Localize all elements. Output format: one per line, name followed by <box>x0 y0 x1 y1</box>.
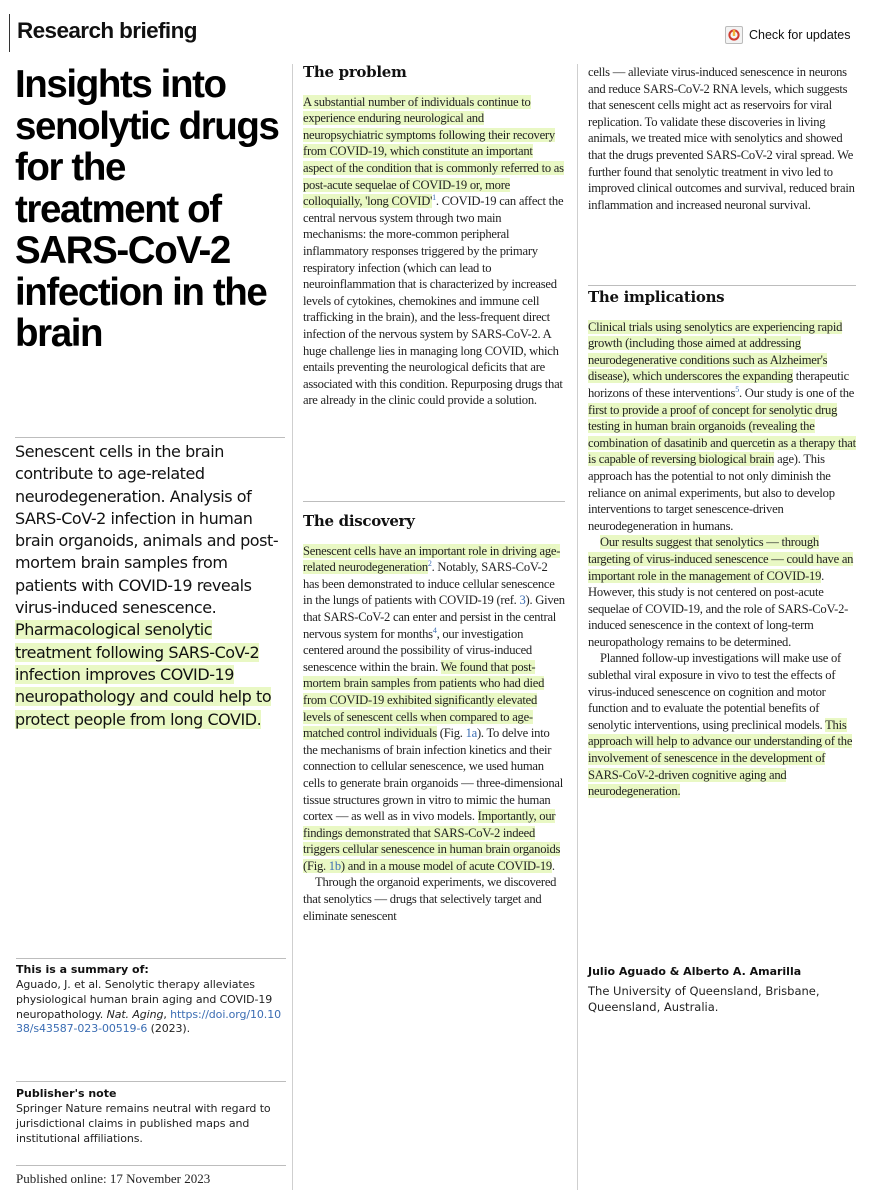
ref-1[interactable]: 1 <box>432 192 436 202</box>
implications-highlight-3: Our results suggest that senolytics — through targeting of virus-induced senescence — could have an important role in the management of COVID-19 <box>588 535 854 583</box>
implications-heading: The implications <box>588 288 725 306</box>
discovery-highlight-2: We found that post-mortem brain samples from patients who had died from COVID-19 exhibited significantly elevated levels of senescent cells when compared to age-matched control individuals <box>303 659 545 741</box>
summary-block <box>16 963 286 1037</box>
implications-paragraph-2 <box>588 534 858 650</box>
citation-year: (2023). <box>147 1022 191 1036</box>
author-names: Julio Aguado & Alberto A. Amarilla <box>588 965 802 978</box>
check-updates-icon <box>725 26 743 44</box>
implications-highlight-2: first to provide a proof of concept for senolytic drug testing in human brain organoids (revealing the combination of dasatinib and quercetin as a therapy that is capable of reversing biological brain <box>588 402 856 467</box>
implications-section <box>588 289 858 800</box>
journal-name: Nat. Aging <box>106 1007 164 1021</box>
summary-divider <box>16 958 286 959</box>
author-block <box>588 965 848 1015</box>
title-divider <box>15 437 285 438</box>
implications-paragraph-3 <box>588 650 858 799</box>
discovery-highlight-4: ) and in a mouse model of acute COVID-19 <box>340 858 552 873</box>
problem-text: . COVID-19 can affect the central nervous system through two main mechanisms: the more-common peripheral inflammatory responses triggered by the primary respiratory infection (which can lead to neuroinflammation that is characterized by increased levels of cytokines, chemokines and immune cell trafficking in the brain), and the less-frequent direct infection of the nervous system by SARS-CoV-2. A huge challenge lies in managing long COVID, which entails preventing the neurological deficits that are associated with this condition. Repurposing drugs that are already in the clinic could provide a solution. <box>303 194 564 408</box>
implications-highlight-4: This approach will help to advance our understanding of the involvement of senescence in the development of SARS-CoV-2-driven cognitive aging and neurodegeneration. <box>588 717 853 799</box>
citation-text: Aguado, J. et al. Senolytic therapy alleviates physiological human brain aging and COVID-19 neuropathology. <box>16 978 273 1021</box>
standfirst-highlight: Pharmacological senolytic treatment following SARS-CoV-2 infection improves COVID-19 neuropathology and could help to protect people from long COVID. <box>15 620 272 729</box>
ref-4[interactable]: 4 <box>432 625 437 635</box>
citation-comma: , <box>163 1007 171 1021</box>
discovery-paragraph-2: Through the organoid experiments, we discovered that senolytics — drugs that selectively target and eliminate senescent <box>303 875 557 923</box>
ref-2[interactable]: 2 <box>427 559 432 568</box>
problem-paragraph <box>303 94 565 409</box>
implications-paragraph-1 <box>588 319 858 535</box>
implications-divider <box>588 285 856 286</box>
published-date: Published online: 17 November 2023 <box>16 1171 211 1186</box>
implications-highlight-1: Clinical trials using senolytics are experiencing rapid growth (including those aimed at addressing neurodegenerative conditions such as Alzheimer's disease), which underscores the expanding <box>588 319 843 384</box>
publisher-heading: Publisher's note <box>16 1087 117 1100</box>
column-divider-2 <box>577 64 578 1190</box>
fig-1b-link[interactable]: 1b <box>328 858 341 873</box>
implications-text-3: age). This approach has the potential to not only diminish the reliance on animal experiments, but also to develop interventions to target senescence-driven neurodegeneration in humans. <box>588 452 835 533</box>
discovery-text-5: ). To delve into the mechanisms of brain infection kinetics and their connection to cellular senescence, we used human cells to generate brain organoids — three-dimensional tissue structures grown in vitro to mimic the human cortex — as well as in vivo models. <box>303 726 563 824</box>
discovery-text-1: . Notably, SARS-CoV-2 has been demonstrated to induce cellular senescence in the lungs of patients with COVID-19 (ref. <box>303 560 555 608</box>
discovery-continuation <box>588 64 858 213</box>
check-updates-button[interactable] <box>725 26 850 44</box>
problem-section <box>303 64 565 409</box>
problem-heading: The problem <box>303 63 407 81</box>
standfirst <box>15 441 290 731</box>
implications-text-1: therapeutic horizons of these interventions <box>588 369 849 400</box>
header-rule <box>9 14 10 52</box>
discovery-section <box>303 513 565 924</box>
continuation-paragraph: cells — alleviate virus-induced senescence in neurons and reduce SARS-CoV-2 RNA levels, which suggests that senescent cells might act as reservoirs for viral replication. To validate these discoveries in living animals, we treated mice with senolytics and showed that the drugs prevented SARS-CoV-2 viral spread. We further found that senolytic treatment in vivo led to improved clinical outcomes and survival, reduced brain inflammation and increased neuronal survival. <box>588 65 855 212</box>
fig-1a-link[interactable]: 1a <box>465 726 477 741</box>
discovery-text-6: . <box>551 858 555 873</box>
section-label: Research briefing <box>17 18 197 43</box>
implications-text-2: . Our study is one of the <box>738 385 855 400</box>
discovery-paragraph-1 <box>303 543 565 875</box>
implications-text-4: . However, this study is not centered on post-acute sequelae of COVID-19, and the role of SARS-CoV-2-induced senescence in the context of long-term neuropathology remains to be determined. <box>588 568 849 649</box>
ref-5[interactable]: 5 <box>735 384 739 394</box>
check-updates-label: Check for updates <box>749 28 851 42</box>
publisher-divider <box>16 1081 286 1082</box>
publisher-note <box>16 1087 286 1146</box>
problem-highlight: A substantial number of individuals continue to experience enduring neurological and neuropsychiatric symptoms following their recovery from COVID-19, which constitute an important aspect of the condition that is commonly referred to as post-acute sequelae of COVID-19 or, more colloquially, 'long COVID' <box>303 94 564 209</box>
standfirst-text: Senescent cells in the brain contribute to age-related neurodegeneration. Analysis of SARS-CoV-2 infection in human brain organoids, animals and post-mortem brain samples from patients with COVID-19 reveals virus-induced senescence. <box>15 442 279 618</box>
discovery-text-3: , our investigation centered around the possibility of virus-induced senescence within the brain. <box>303 626 532 674</box>
published-divider <box>16 1165 286 1166</box>
summary-citation <box>16 978 286 1037</box>
summary-heading: This is a summary of: <box>16 963 149 976</box>
ref-3[interactable]: 3 <box>519 593 526 608</box>
article-title: Insights into senolytic drugs for the treatment of SARS-CoV-2 infection in the brain <box>15 63 279 355</box>
doi-link[interactable]: https://doi.org/10.1038/s43587-023-00519-6 <box>16 1007 282 1036</box>
discovery-highlight-1: Senescent cells have an important role in driving age-related neurodegeneration <box>303 543 561 575</box>
discovery-text-2: ). Given that SARS-CoV-2 can enter and persist in the central nervous system for months <box>303 593 565 641</box>
discovery-text-4: (Fig. <box>436 726 466 741</box>
author-affiliation: The University of Queensland, Brisbane, Queensland, Australia. <box>588 984 820 1014</box>
discovery-heading: The discovery <box>303 512 415 530</box>
discovery-divider <box>303 501 565 502</box>
discovery-highlight-3: Importantly, our findings demonstrated that SARS-CoV-2 indeed triggers cellular senescence in human brain organoids (Fig. <box>303 809 561 873</box>
implications-text-5: Planned follow-up investigations will make use of sublethal viral exposure in vivo to test the effects of virus-induced senescence on cognition and motor function and to evaluate the potential benefits of senolytic interventions, using preclinical models. <box>588 651 841 732</box>
publisher-text: Springer Nature remains neutral with regard to jurisdictional claims in published maps and institutional affiliations. <box>16 1102 271 1145</box>
